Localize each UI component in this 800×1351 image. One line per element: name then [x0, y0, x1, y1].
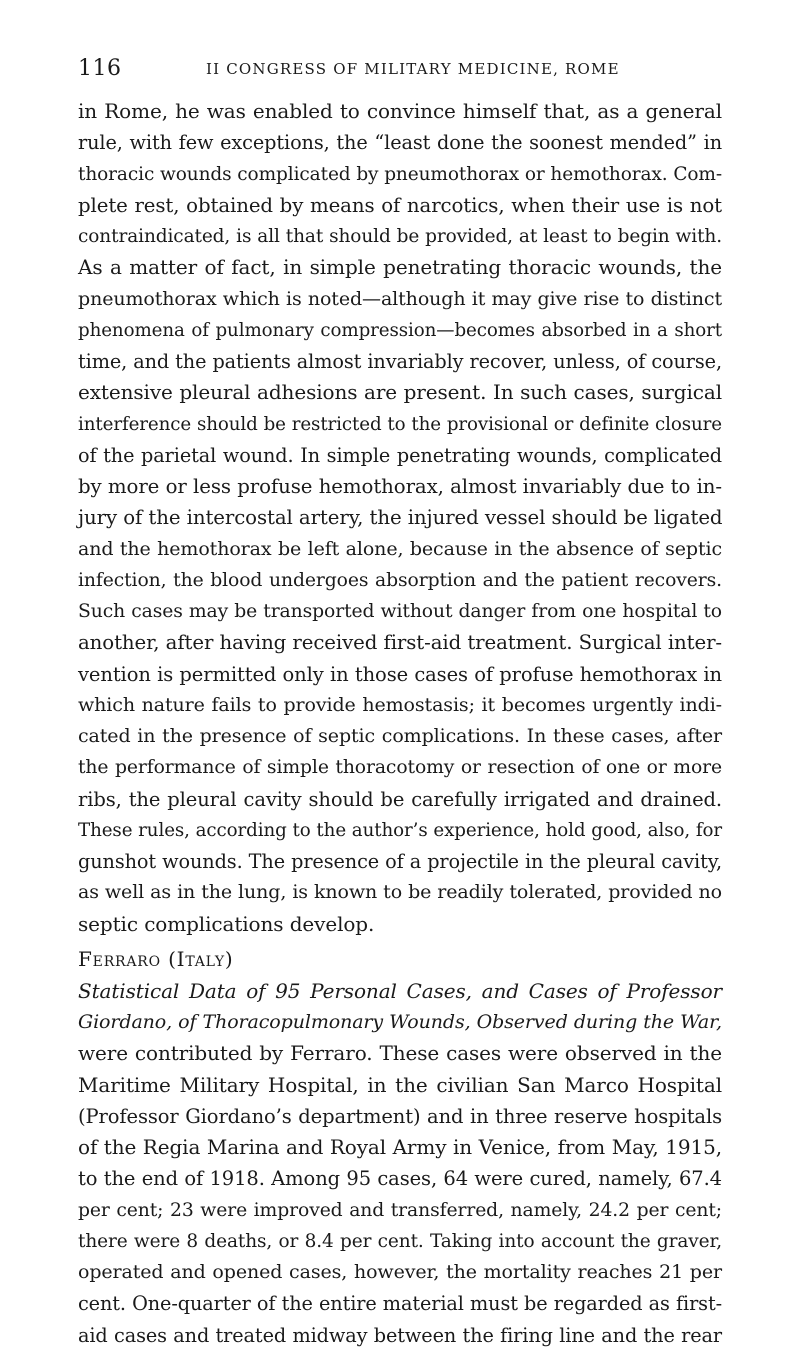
- text-line: plete rest, obtained by means of narcotics, when their use is not: [78, 193, 722, 217]
- page-number: 116: [78, 56, 122, 81]
- running-title: II CONGRESS OF MILITARY MEDICINE, ROME: [206, 60, 620, 78]
- page-body: [78, 96, 722, 1351]
- text-line: which nature fails to provide hemostasis; it becomes urgently indi-: [78, 693, 722, 716]
- paragraph-2: [78, 976, 722, 1351]
- text-line: gunshot wounds. The presence of a projectile in the pleural cavity,: [78, 850, 722, 873]
- text-line: infection, the blood undergoes absorption and the patient recovers.: [78, 569, 722, 591]
- text-line: there were 8 deaths, or 8.4 per cent. Taking into account the graver,: [78, 1230, 722, 1252]
- text-line: Maritime Military Hospital, in the civilian San Marco Hospital: [78, 1072, 722, 1097]
- text-line: to the end of 1918. Among 95 cases, 64 were cured, namely, 67.4: [78, 1167, 722, 1191]
- text-line: the performance of simple thoracotomy or resection of one or more: [78, 757, 722, 779]
- text-line: pneumothorax which is noted—although it may give rise to distinct: [78, 287, 722, 310]
- text-line: (Professor Giordano’s department) and in three reserve hospitals: [78, 1104, 722, 1128]
- text-line: extensive pleural adhesions are present. In such cases, surgical: [78, 380, 722, 405]
- text-line: These rules, according to the author’s experience, hold good, also, for: [78, 819, 722, 841]
- text-line: of the parietal wound. In simple penetrating wounds, complicated: [78, 443, 722, 467]
- text-line: time, and the patients almost invariably recover, unless, of course,: [78, 350, 722, 373]
- text-line: interference should be restricted to the provisional or definite closure: [78, 413, 722, 435]
- text-line: As a matter of fact, in simple penetrating thoracic wounds, the: [78, 255, 722, 280]
- text-line: ribs, the pleural cavity should be carefully irrigated and drained.: [78, 787, 722, 811]
- text-line: aid cases and treated midway between the firing line and the rear: [78, 1323, 722, 1347]
- text-line: septic complications develop.: [78, 911, 375, 936]
- text-line: Such cases may be transported without danger from one hospital to: [78, 601, 722, 622]
- text-line: were contributed by Ferraro. These cases were observed in the: [78, 1041, 722, 1066]
- text-line: vention is permitted only in those cases of profuse hemothorax in: [78, 662, 722, 686]
- text-line: operated and opened cases, however, the mortality reaches 21 per: [78, 1261, 722, 1283]
- text-line: contraindicated, is all that should be provided, at least to begin with.: [78, 226, 722, 247]
- text-line: jury of the intercostal artery, the injured vessel should be ligated: [78, 506, 723, 530]
- text-line: by more or less profuse hemothorax, almost invariably due to in-: [78, 475, 722, 498]
- text-line: of the Regia Marina and Royal Army in Venice, from May, 1915,: [78, 1135, 722, 1159]
- text-line: phenomena of pulmonary compression—becomes absorbed in a short: [78, 319, 722, 341]
- italic-title-line: Giordano, of Thoracopulmonary Wounds, Observed during the War,: [78, 1011, 722, 1033]
- text-line: thoracic wounds complicated by pneumothorax or hemothorax. Com-: [78, 163, 723, 185]
- text-line: rule, with few exceptions, the “least done the soonest mended” in: [78, 131, 722, 155]
- text-line: cent. One-quarter of the entire material must be regarded as first-: [78, 1292, 722, 1316]
- text-line: as well as in the lung, is known to be readily tolerated, provided no: [78, 881, 722, 904]
- text-line: in Rome, he was enabled to convince himself that, as a general: [78, 99, 722, 123]
- text-line: and the hemothorax be left alone, because in the absence of septic: [78, 537, 722, 560]
- paragraph-1: [78, 96, 722, 940]
- text-line: per cent; 23 were improved and transferred, namely, 24.2 per cent;: [78, 1199, 722, 1221]
- section-heading: Ferraro (Italy): [78, 946, 234, 971]
- running-head: [78, 56, 722, 86]
- text-line: another, after having received first-aid treatment. Surgical inter-: [78, 631, 722, 655]
- text-line: cated in the presence of septic complications. In these cases, after: [78, 725, 722, 747]
- italic-title-line: Statistical Data of 95 Personal Cases, and Cases of Professor: [78, 978, 722, 1003]
